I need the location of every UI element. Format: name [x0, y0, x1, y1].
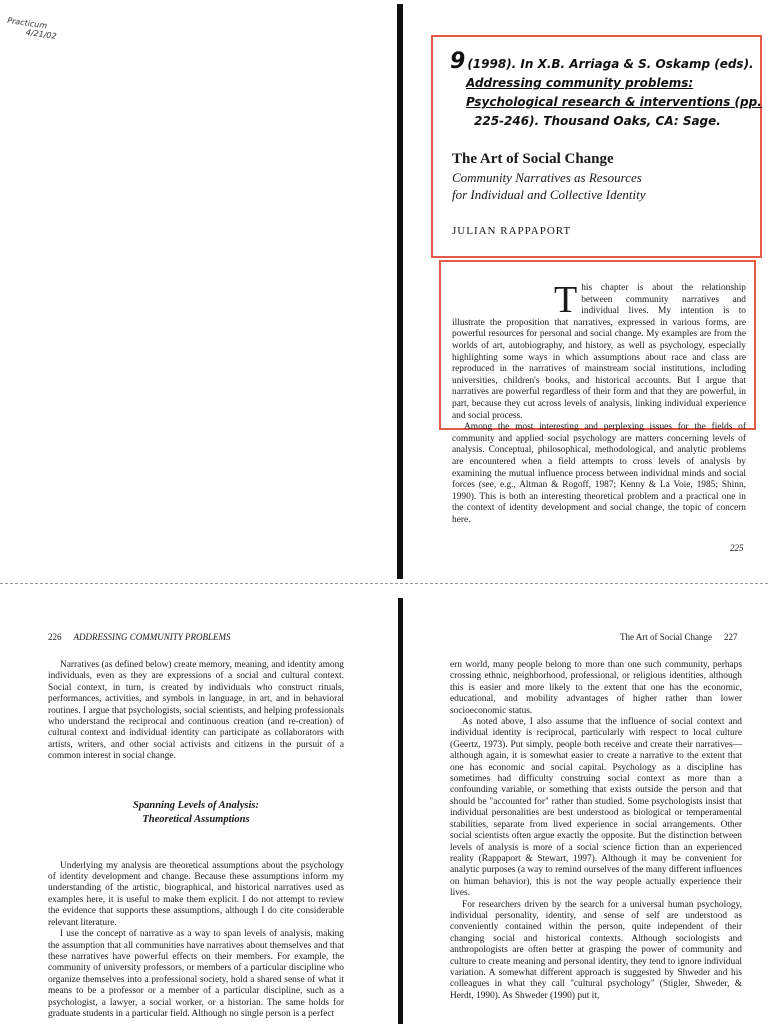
page-number-225: 225	[730, 543, 744, 553]
margin-note-line-2: 4/21/02	[25, 27, 58, 41]
page-number-226: 226	[48, 632, 62, 642]
section-heading-line-1: Spanning Levels of Analysis:	[133, 799, 259, 811]
running-head-226	[48, 632, 231, 642]
running-head-226-title: ADDRESSING COMMUNITY PROBLEMS	[73, 632, 231, 642]
book-spine-top	[397, 4, 403, 579]
reciprocal-influence-paragraph: As noted above, I also assume that the influence of social context and individual identity is reciprocal, particularly with respect to local culture (Geertz, 1973). Put simply, people both receive and create their narratives—although again, it is somewhat easier to create a narrative to the extent that one has economic and social capital. Psychology as a discipline has sometimes had difficulty construing social context as more than a confounding variable, or something that exists outside the person and that should be "accounted for" rather than studied. Some psychologists insist that individual personalities are best understood as biological or temperamental stabilities, separate from lived experience in social arrangements. Other social scientists often argue exactly the opposite. But the distinction between levels of analysis is more of a social science fiction than an experienced reality (Rappaport & Stewart, 1997). Although it may be convenient for analytic purposes (a way to remind ourselves of the many different influences on human behavior), this is not the way people actually experience their lives.	[450, 717, 742, 899]
continued-paragraph: ern world, many people belong to more than one such community, perhaps crossing ethnic, neighborhood, professional, or religious identities, although this is easier and more likely to the extent that one has the economic, educational, and mobility advantages of higher rather than lower socioeconomic status.	[450, 660, 742, 716]
opening-paragraph	[452, 279, 746, 422]
chapter-number: 9	[450, 49, 466, 74]
levels-of-analysis-paragraph: Among the most interesting and perplexing issues for the fields of community and applied social psychology are matters concerning levels of analysis. Conceptual, philosophical, methodological, and analytic problems are encountered when a field attempts to cross levels of analysis by examining the mutual influence process between individual minds and social forces (see, e.g., Altman & Rogoff, 1987; Kenny & La Voie, 1985; Shinn, 1990). This is both an interesting theoretical problem and a practical one in the context of identity development and social change, the topic of concern here.	[452, 422, 746, 525]
handwritten-citation	[450, 49, 762, 131]
page-number-227: 227	[723, 632, 738, 642]
opening-paragraph-text: his chapter is about the relationship between community narratives and individual lives. My intention is to illustrate the proposition that narratives, expressed in various forms, are powerful resources for personal and social change. My examples are from the worlds of art, autobiography, and history, as well as psychology, especially highlighting some ways in which assumptions about race and class are reproduced in the narratives of mainstream social institutions, including universities, children's books, and historical accounts. But I argue that narratives are powerful regardless of their form and that they are powerful, in part, because they cut across levels of analysis, linking individual experience and social process.	[452, 283, 746, 421]
citation-line-3: Psychological research & interventions (pp.	[466, 95, 762, 109]
citation-line-2: Addressing community problems:	[466, 76, 694, 90]
book-spine-bottom	[398, 598, 403, 1024]
citation-line-4: 225-246). Thousand Oaks, CA: Sage.	[474, 114, 721, 128]
narratives-paragraph: Narratives (as defined below) create memory, meaning, and identity among individuals, even as they are expressions of a social and cultural context. Social context, in turn, is created by individuals who construct rituals, performances, activities, and symbols in language, in art, and in behavioral routines. I argue that psychologists, social scientists, and helping professionals who understand the reciprocal and continuous creation (and re-creation) of cultural context and individual identity can participate as collaborators with artists, writers, and other social activists and citizens in the pursuit of a common interest in social change.	[48, 660, 344, 762]
chapter-title: The Art of Social Change	[452, 151, 614, 167]
drop-cap: T	[554, 279, 578, 321]
page-225-body	[452, 279, 746, 526]
section-heading	[48, 799, 344, 827]
page-226-body	[48, 660, 344, 1020]
margin-note-line-1: Practicum	[6, 16, 48, 31]
citation-line-1: (1998). In X.B. Arriaga & S. Oskamp (eds).	[467, 57, 754, 71]
running-head-227	[620, 632, 737, 642]
chapter-subtitle-line-2: for Individual and Collective Identity	[452, 187, 646, 202]
margin-note	[5, 16, 58, 41]
page-227-body	[450, 660, 742, 1002]
running-head-227-title: The Art of Social Change	[620, 632, 712, 642]
assumptions-paragraph: Underlying my analysis are theoretical assumptions about the psychology of identity development and change. Because these assumptions inform my understanding of the artistic, biographical, and historical narratives used as examples here, it is useful to make them explicit. I do not attempt to review the evidence that supports these assumptions, although I do cite considerable relevant literature.	[48, 860, 344, 928]
section-heading-line-2: Theoretical Assumptions	[142, 813, 250, 825]
chapter-author: JULIAN RAPPAPORT	[452, 225, 572, 237]
chapter-subtitle-line-1: Community Narratives as Resources	[452, 170, 642, 185]
scan-page-divider	[0, 583, 768, 584]
concept-of-narrative-paragraph: I use the concept of narrative as a way to span levels of analysis, making the assumption that all communities have narratives about themselves and that these narratives have powerful effects on their members. For example, the community of university professors, or members of a particular discipline who organize themselves into a professional society, hold a shared sense of what it means to be a professor or a member of a particular discipline, such as a psychologist, a lawyer, a social worker, or a historian. The same holds for graduate students in a particular field. Although no single person is a perfect	[48, 929, 344, 1019]
universal-psychology-paragraph: For researchers driven by the search for a universal human psychology, individual personality, identity, and sense of self are understood as conveniently contained within the person, quite independent of their changing social and historical contexts. Although sociologists and anthropologists are often better at grasping the power of community and culture to create meaning and personal identity, they tend to ignore individual variation. A somewhat different approach is suggested by Shweder and his colleagues in what they call "cultural psychology" (Stigler, Shweder, & Herdt, 1990). As Shweder (1990) put it,	[450, 899, 742, 1001]
